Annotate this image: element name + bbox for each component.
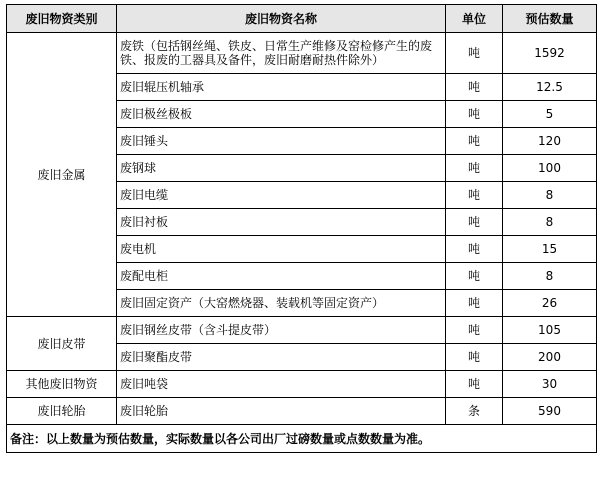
item-unit: 吨 — [446, 371, 503, 398]
item-name: 废旧极丝极板 — [117, 101, 446, 128]
item-name: 废配电柜 — [117, 263, 446, 290]
item-quantity: 590 — [503, 398, 597, 425]
scrap-materials-table — [6, 4, 597, 453]
item-unit: 吨 — [446, 128, 503, 155]
item-quantity: 8 — [503, 263, 597, 290]
category-cell: 废旧皮带 — [7, 317, 117, 371]
item-name: 废旧电缆 — [117, 182, 446, 209]
item-unit: 吨 — [446, 33, 503, 74]
item-name: 废旧钢丝皮带（含斗提皮带） — [117, 317, 446, 344]
item-unit: 吨 — [446, 344, 503, 371]
item-quantity: 200 — [503, 344, 597, 371]
item-quantity: 26 — [503, 290, 597, 317]
header-name: 废旧物资名称 — [117, 5, 446, 33]
table-row — [7, 371, 597, 398]
item-name: 废旧轮胎 — [117, 398, 446, 425]
item-unit: 吨 — [446, 182, 503, 209]
item-unit: 条 — [446, 398, 503, 425]
note-row — [7, 425, 597, 453]
table-note: 备注：以上数量为预估数量，实际数量以各公司出厂过磅数量或点数数量为准。 — [7, 425, 597, 453]
item-name: 废旧聚酯皮带 — [117, 344, 446, 371]
item-name: 废电机 — [117, 236, 446, 263]
item-quantity: 5 — [503, 101, 597, 128]
header-category: 废旧物资类别 — [7, 5, 117, 33]
item-unit: 吨 — [446, 209, 503, 236]
item-name: 废旧辊压机轴承 — [117, 74, 446, 101]
category-cell: 其他废旧物资 — [7, 371, 117, 398]
item-quantity: 120 — [503, 128, 597, 155]
category-cell: 废旧金属 — [7, 33, 117, 317]
item-name: 废旧固定资产（大窑燃烧器、装载机等固定资产） — [117, 290, 446, 317]
item-quantity: 30 — [503, 371, 597, 398]
item-unit: 吨 — [446, 236, 503, 263]
item-quantity: 8 — [503, 209, 597, 236]
header-row — [7, 5, 597, 33]
item-name: 废钢球 — [117, 155, 446, 182]
item-unit: 吨 — [446, 155, 503, 182]
header-quantity: 预估数量 — [503, 5, 597, 33]
item-name: 废旧锤头 — [117, 128, 446, 155]
item-name: 废旧衬板 — [117, 209, 446, 236]
item-unit: 吨 — [446, 317, 503, 344]
category-cell: 废旧轮胎 — [7, 398, 117, 425]
item-unit: 吨 — [446, 263, 503, 290]
table-row — [7, 33, 597, 74]
item-quantity: 105 — [503, 317, 597, 344]
item-unit: 吨 — [446, 101, 503, 128]
item-quantity: 12.5 — [503, 74, 597, 101]
item-name: 废铁（包括钢丝绳、铁皮、日常生产维修及窑检修产生的废铁、报废的工器具及备件，废旧耐磨耐热件除外） — [117, 33, 446, 74]
table-body — [7, 33, 597, 453]
item-name: 废旧吨袋 — [117, 371, 446, 398]
table-row — [7, 398, 597, 425]
item-unit: 吨 — [446, 290, 503, 317]
item-quantity: 100 — [503, 155, 597, 182]
item-quantity: 15 — [503, 236, 597, 263]
item-quantity: 1592 — [503, 33, 597, 74]
header-unit: 单位 — [446, 5, 503, 33]
table-row — [7, 317, 597, 344]
item-unit: 吨 — [446, 74, 503, 101]
item-quantity: 8 — [503, 182, 597, 209]
